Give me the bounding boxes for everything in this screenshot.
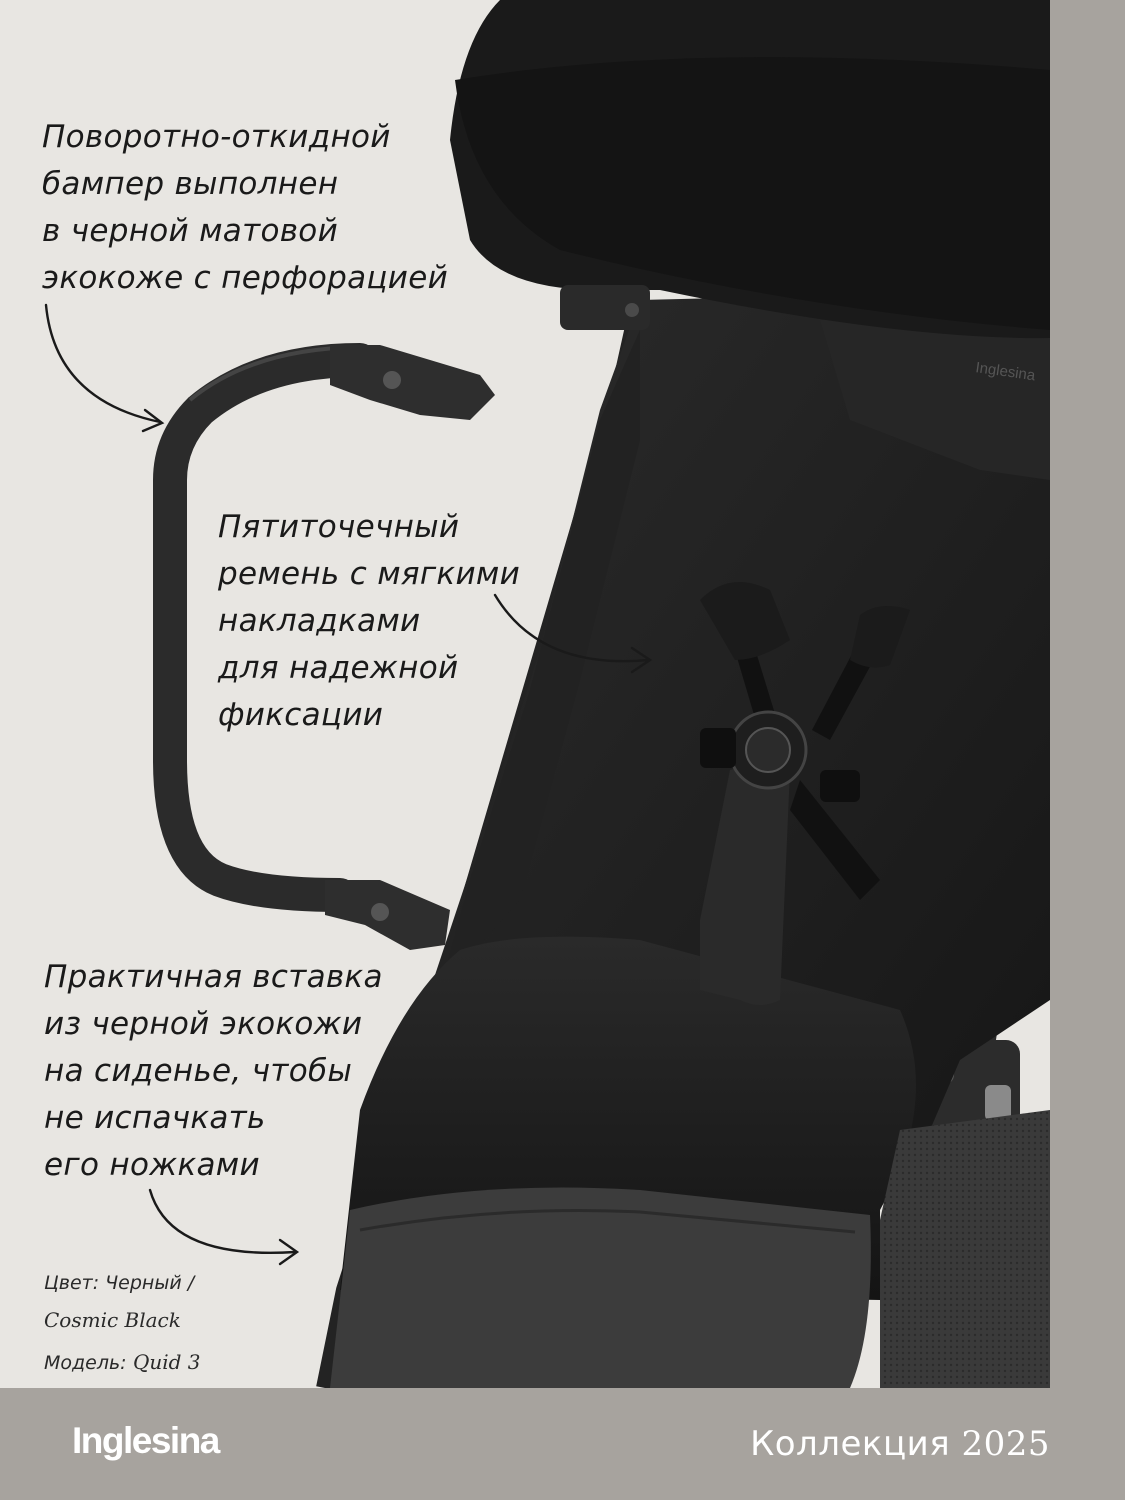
model-info: Модель: Quid 3: [44, 1350, 201, 1374]
brand-logo: Inglesina: [72, 1420, 219, 1461]
callout-harness: Пятиточечный ремень с мягкими накладками для надежной фиксации: [218, 509, 521, 733]
callout-bumper: Поворотно-откидной бампер выполнен в черной матовой экокоже с перфорацией: [42, 119, 449, 296]
arrow-seat: [150, 1190, 297, 1264]
seat-insert: [330, 1188, 871, 1389]
side-band: [1050, 0, 1125, 1388]
color-label: Цвет: Черный /: [44, 1272, 195, 1294]
canopy-visor: [455, 57, 1050, 330]
bumper-clip-bottom: [325, 880, 450, 950]
stroller-logo: Inglesina: [974, 359, 1037, 385]
arrow-bumper: [46, 305, 162, 431]
callout-seat-insert: Практичная вставка из черной экокожи на сиденье, чтобы не испачкать его ножками: [44, 959, 383, 1183]
basket: [880, 1110, 1050, 1388]
collection-label: Коллекция 2025: [750, 1424, 1050, 1464]
bumper-clip-top: [330, 345, 495, 420]
color-value: Cosmic Black: [44, 1308, 181, 1332]
